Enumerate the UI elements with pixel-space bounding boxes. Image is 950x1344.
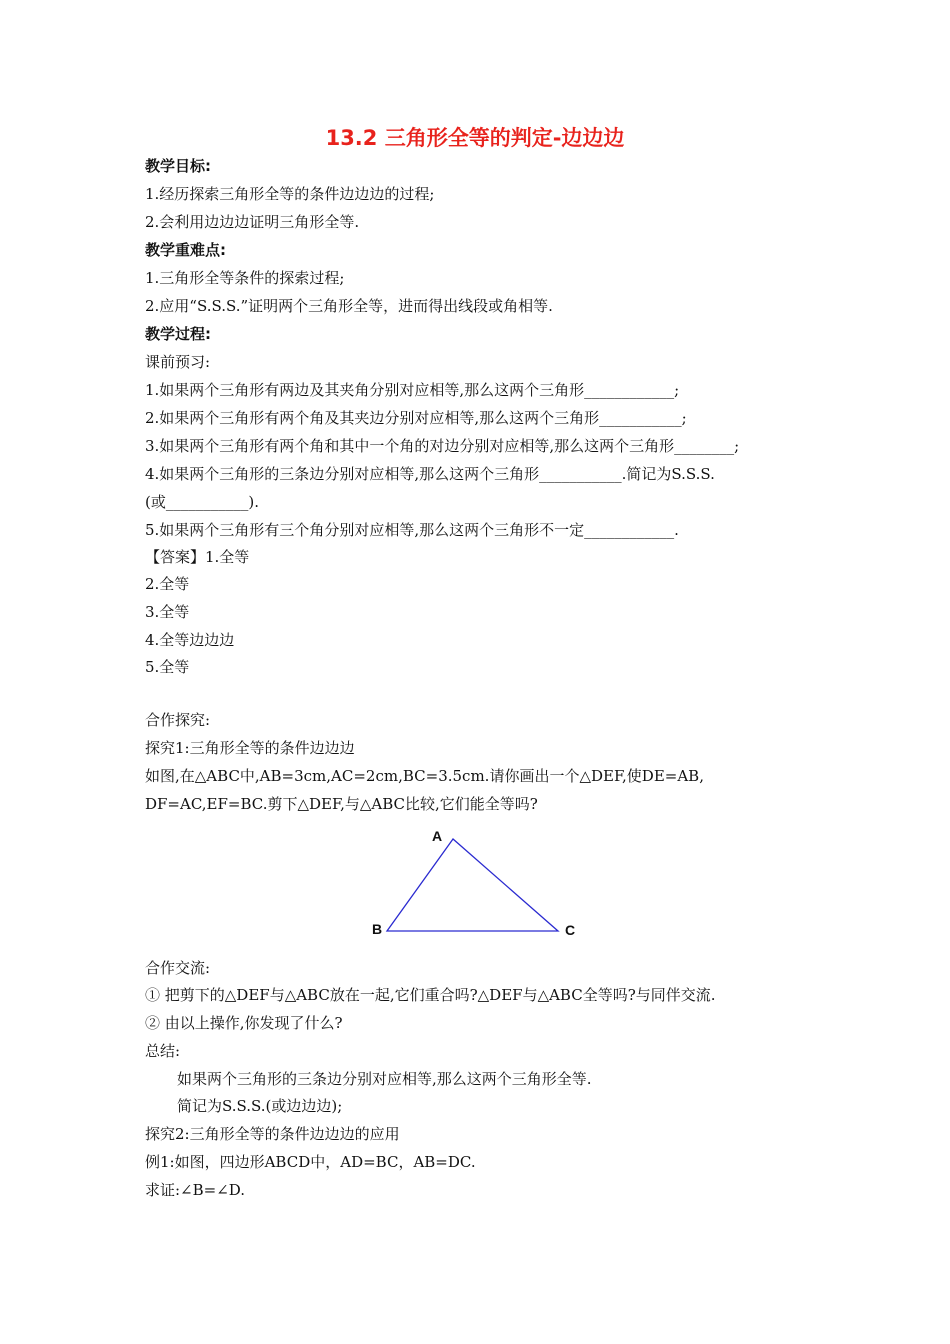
inquiry-1-text-2: DF=AC,EF=BC.剪下△DEF,与△ABC比较,它们能全等吗?: [145, 795, 538, 813]
exchange-item-1: ① 把剪下的△DEF与△ABC放在一起,它们重合吗?△DEF与△ABC全等吗?与同伴交流.: [145, 986, 716, 1004]
key-point-2: 2.应用“S.S.S.”证明两个三角形全等，进而得出线段或角相等.: [145, 297, 553, 315]
example-1-prove: 求证:∠B=∠D.: [145, 1181, 246, 1199]
answer-5: 5.全等: [145, 658, 190, 676]
vertex-label-a: A: [432, 828, 443, 844]
answer-3: 3.全等: [145, 603, 190, 621]
answer-4: 4.全等边边边: [145, 631, 235, 649]
preview-question-4: 4.如果两个三角形的三条边分别对应相等,那么这两个三角形___________.简记为S.S.S.: [145, 465, 715, 483]
exchange-item-2: ② 由以上操作,你发现了什么?: [145, 1014, 343, 1032]
preview-question-3: 3.如果两个三角形有两个角和其中一个角的对边分别对应相等,那么这两个三角形________;: [145, 437, 740, 455]
cooperative-inquiry-heading: 合作探究:: [145, 711, 211, 729]
heading-teaching-process: 教学过程:: [145, 325, 211, 343]
inquiry-1-title: 探究1:三角形全等的条件边边边: [145, 739, 355, 757]
example-1-text: 例1:如图，四边形ABCD中，AD=BC，AB=DC.: [145, 1153, 476, 1171]
preview-question-5: 5.如果两个三角形有三个角分别对应相等,那么这两个三角形不一定____________.: [145, 521, 679, 539]
preview-question-2: 2.如果两个三角形有两个角及其夹边分别对应相等,那么这两个三角形___________;: [145, 409, 687, 427]
summary-text-1: 如果两个三角形的三条边分别对应相等,那么这两个三角形全等.: [177, 1070, 592, 1088]
goal-item-2: 2.会利用边边边证明三角形全等.: [145, 213, 360, 231]
inquiry-2-title: 探究2:三角形全等的条件边边边的应用: [145, 1125, 400, 1143]
heading-teaching-goals: 教学目标:: [145, 157, 211, 175]
document-title: 13.2 三角形全等的判定-边边边: [325, 126, 625, 150]
preview-question-4-cont: (或___________).: [145, 493, 259, 511]
preview-question-1: 1.如果两个三角形有两边及其夹角分别对应相等,那么这两个三角形____________;: [145, 381, 680, 399]
goal-item-1: 1.经历探索三角形全等的条件边边边的过程;: [145, 185, 435, 203]
triangle-abc: [387, 839, 558, 931]
vertex-label-c: C: [565, 922, 576, 938]
summary-text-2: 简记为S.S.S.(或边边边);: [177, 1097, 343, 1115]
vertex-label-b: B: [372, 921, 383, 937]
key-point-1: 1.三角形全等条件的探索过程;: [145, 269, 345, 287]
triangle-abc-figure: [365, 828, 595, 943]
summary-heading: 总结:: [145, 1042, 181, 1060]
cooperative-exchange-heading: 合作交流:: [145, 959, 211, 977]
answer-1: 【答案】1.全等: [145, 548, 250, 566]
preview-heading: 课前预习:: [145, 353, 211, 371]
heading-key-points: 教学重难点:: [145, 241, 226, 259]
inquiry-1-text-1: 如图,在△ABC中,AB=3cm,AC=2cm,BC=3.5cm.请你画出一个△DEF,使DE=AB,: [145, 767, 704, 785]
answer-2: 2.全等: [145, 575, 190, 593]
